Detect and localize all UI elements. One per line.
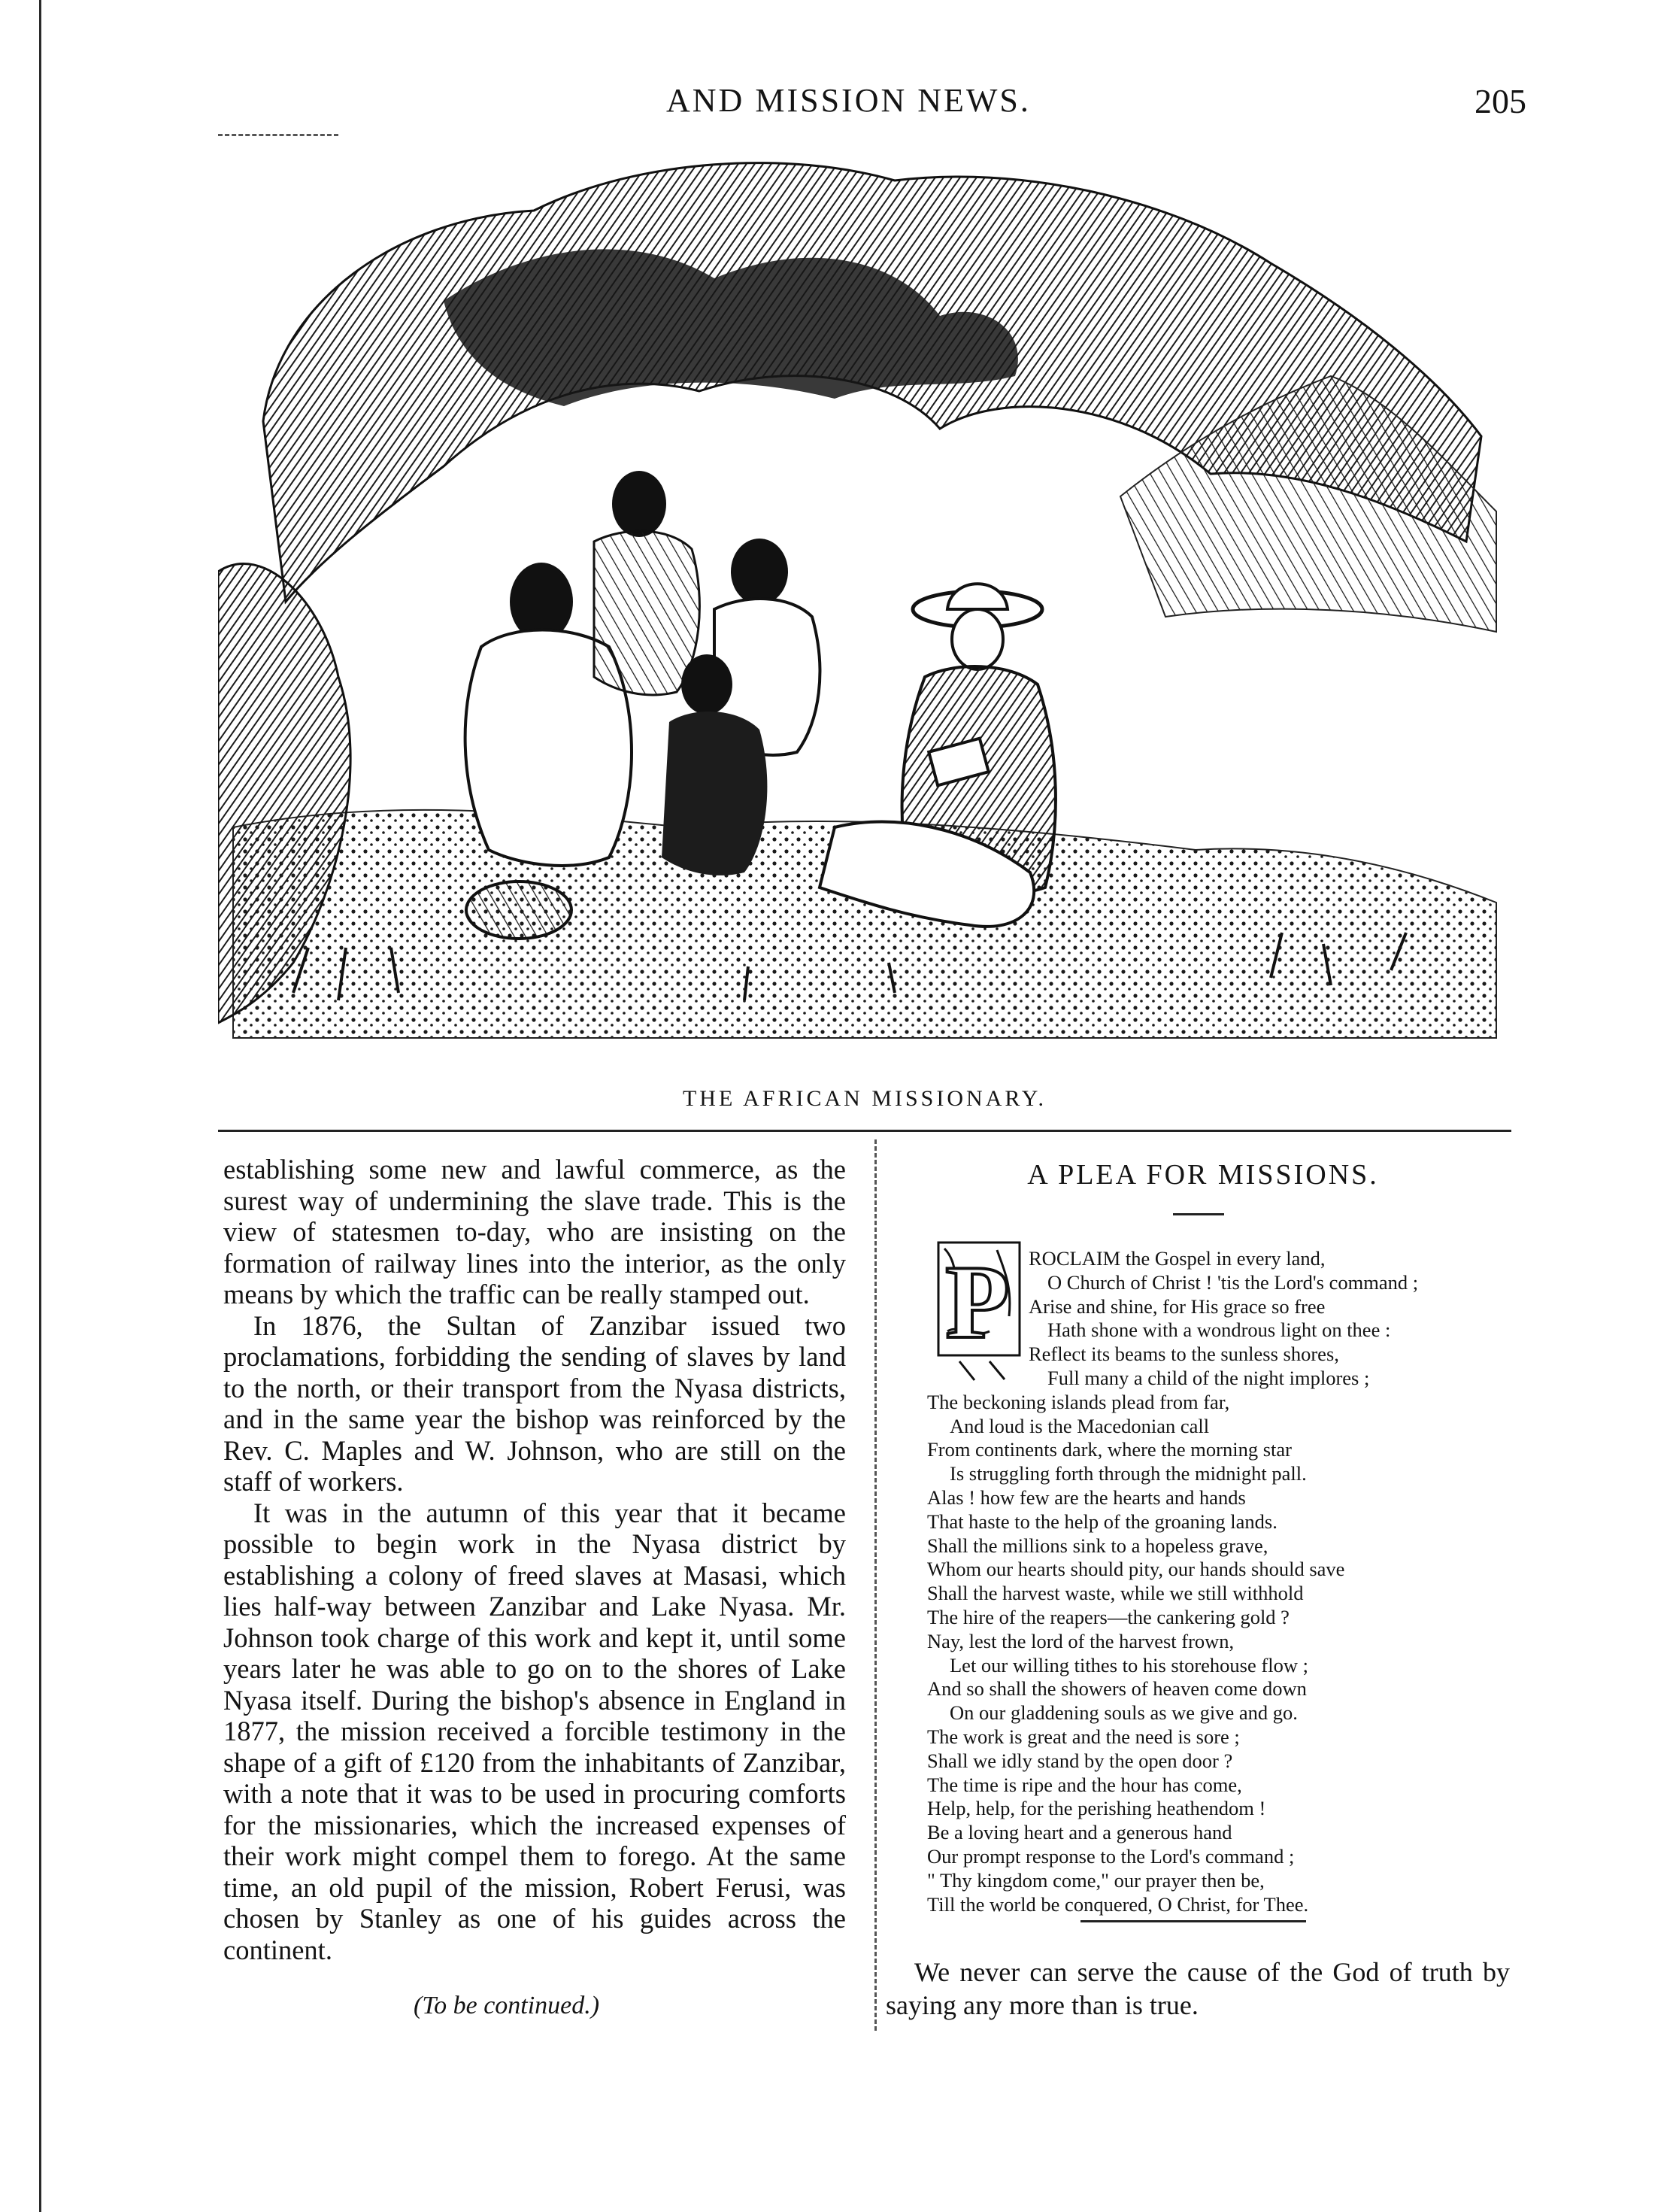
poem-line: Alas ! how few are the hearts and hands [927, 1485, 1246, 1509]
poem-line: The time is ripe and the hour has come, [927, 1773, 1242, 1796]
poem-line: Nay, lest the lord of the harvest frown, [927, 1629, 1235, 1652]
figure-head [681, 654, 732, 715]
figure-head [731, 539, 788, 605]
running-title: AND MISSION NEWS. [666, 82, 1031, 119]
figure-caption: THE AFRICAN MISSIONARY. [682, 1086, 1047, 1111]
poem-line: Our prompt response to the Lord's command ; [927, 1844, 1295, 1868]
article-paragraph: In 1876, the Sultan of Zanzibar issued two proclamations, forbidding the sending of slaves by land to the north, or their transport from the Nyasa districts, and in the same year the bishop was reinforced by the Rev. C. Maples and W. Johnson, who are still on the staff of workers. [223, 1309, 846, 1497]
poem-line: Be a loving heart and a generous hand [927, 1821, 1232, 1844]
poem-line: Shall the harvest waste, while we still withhold [927, 1582, 1304, 1605]
poem-line: O Church of Christ ! 'tis the Lord's command ; [1047, 1270, 1419, 1294]
poem-line: Let our willing tithes to his storehouse flow ; [950, 1653, 1308, 1676]
poem-end-rule [1080, 1920, 1306, 1922]
poem-line: On our gladdening souls as we give and go. [950, 1701, 1298, 1725]
poem-line: Is struggling forth through the midnight pall. [950, 1462, 1307, 1485]
column-divider [874, 1139, 877, 2031]
poem-line: Reflect its beams to the sunless shores, [1029, 1343, 1339, 1366]
poem-line: Till the world be conquered, O Christ, for Thee. [927, 1892, 1309, 1916]
page-gutter-line [39, 0, 41, 2212]
dropcap-letter: P [945, 1244, 1010, 1361]
article-paragraph: establishing some new and lawful commerce, as the surest way of undermining the slave trade. This is the view of statesmen to-day, who are insisting on the formation of railway lines into the interior, as the only means by which the traffic can be really stamped out. [223, 1154, 846, 1309]
poem-line: The hire of the reapers—the cankering gold ? [927, 1605, 1290, 1628]
poem-line: Shall we idly stand by the open door ? [927, 1749, 1233, 1772]
poem-line: Hath shone with a wondrous light on thee : [1047, 1318, 1391, 1342]
page-number: 205 [1474, 82, 1526, 120]
poem-line: Shall the millions sink to a hopeless grave, [927, 1534, 1268, 1557]
figure-body [594, 531, 699, 695]
header-dash-rule [218, 134, 338, 136]
poem-line: Help, help, for the perishing heathendom ! [927, 1797, 1266, 1820]
article-paragraph: It was in the autumn of this year that it became possible to begin work in the Nyasa district by establishing a colony of freed slaves at Masasi, which lies half-way between Zanzibar and Lake Nyasa. Mr. Johnson took charge of this work and kept it, until some years later he was able to go on to the shores of Lake Nyasa itself. During the bishop's absence in England in 1877, the mission received a forcible testimony in the shape of a gift of £120 from the inhabitants of Zanzibar, with a note that it was to be used in procuring comforts for the missionaries, which the increased expenses of their work might compel them to forego. At the same time, an old pupil of the mission, Robert Ferusi, was chosen by Stanley as one of his guides across the continent. [223, 1497, 846, 1965]
title-rule [1173, 1213, 1224, 1215]
poem-body [927, 1247, 1544, 1916]
poem-line: The work is great and the need is sore ; [927, 1725, 1240, 1748]
poem-title: A PLEA FOR MISSIONS. [1027, 1159, 1379, 1191]
article-column [223, 1154, 846, 1965]
closing-text: We never can serve the cause of the God of truth by saying any more than is true. [886, 1957, 1510, 2020]
poem-line: And loud is the Macedonian call [950, 1414, 1210, 1437]
poem-line: That haste to the help of the groaning lands. [927, 1510, 1277, 1533]
missionary-face [952, 609, 1003, 669]
engraving-illustration [218, 150, 1511, 1076]
page-header [218, 81, 1526, 134]
poem-line: " Thy kingdom come," our prayer then be, [927, 1868, 1265, 1892]
closing-remark [886, 1956, 1510, 2022]
poem-line: Whom our hearts should pity, our hands should save [927, 1558, 1345, 1581]
poem-line: From continents dark, where the morning star [927, 1438, 1292, 1461]
continued-note: (To be continued.) [414, 1992, 600, 2019]
poem-line: Full many a child of the night implores ; [1047, 1366, 1370, 1389]
poem-line: Arise and shine, for His grace so free [1029, 1294, 1326, 1318]
poem-line: And so shall the showers of heaven come down [927, 1677, 1307, 1701]
poem-line: ROCLAIM the Gospel in every land, [1029, 1247, 1326, 1270]
figure-body [662, 712, 767, 875]
hat-on-ground [466, 881, 571, 939]
missionary-hat-crown [947, 584, 1008, 609]
poem-line: The beckoning islands plead from far, [927, 1390, 1230, 1413]
section-rule [218, 1130, 1511, 1132]
figure-head [612, 471, 666, 537]
